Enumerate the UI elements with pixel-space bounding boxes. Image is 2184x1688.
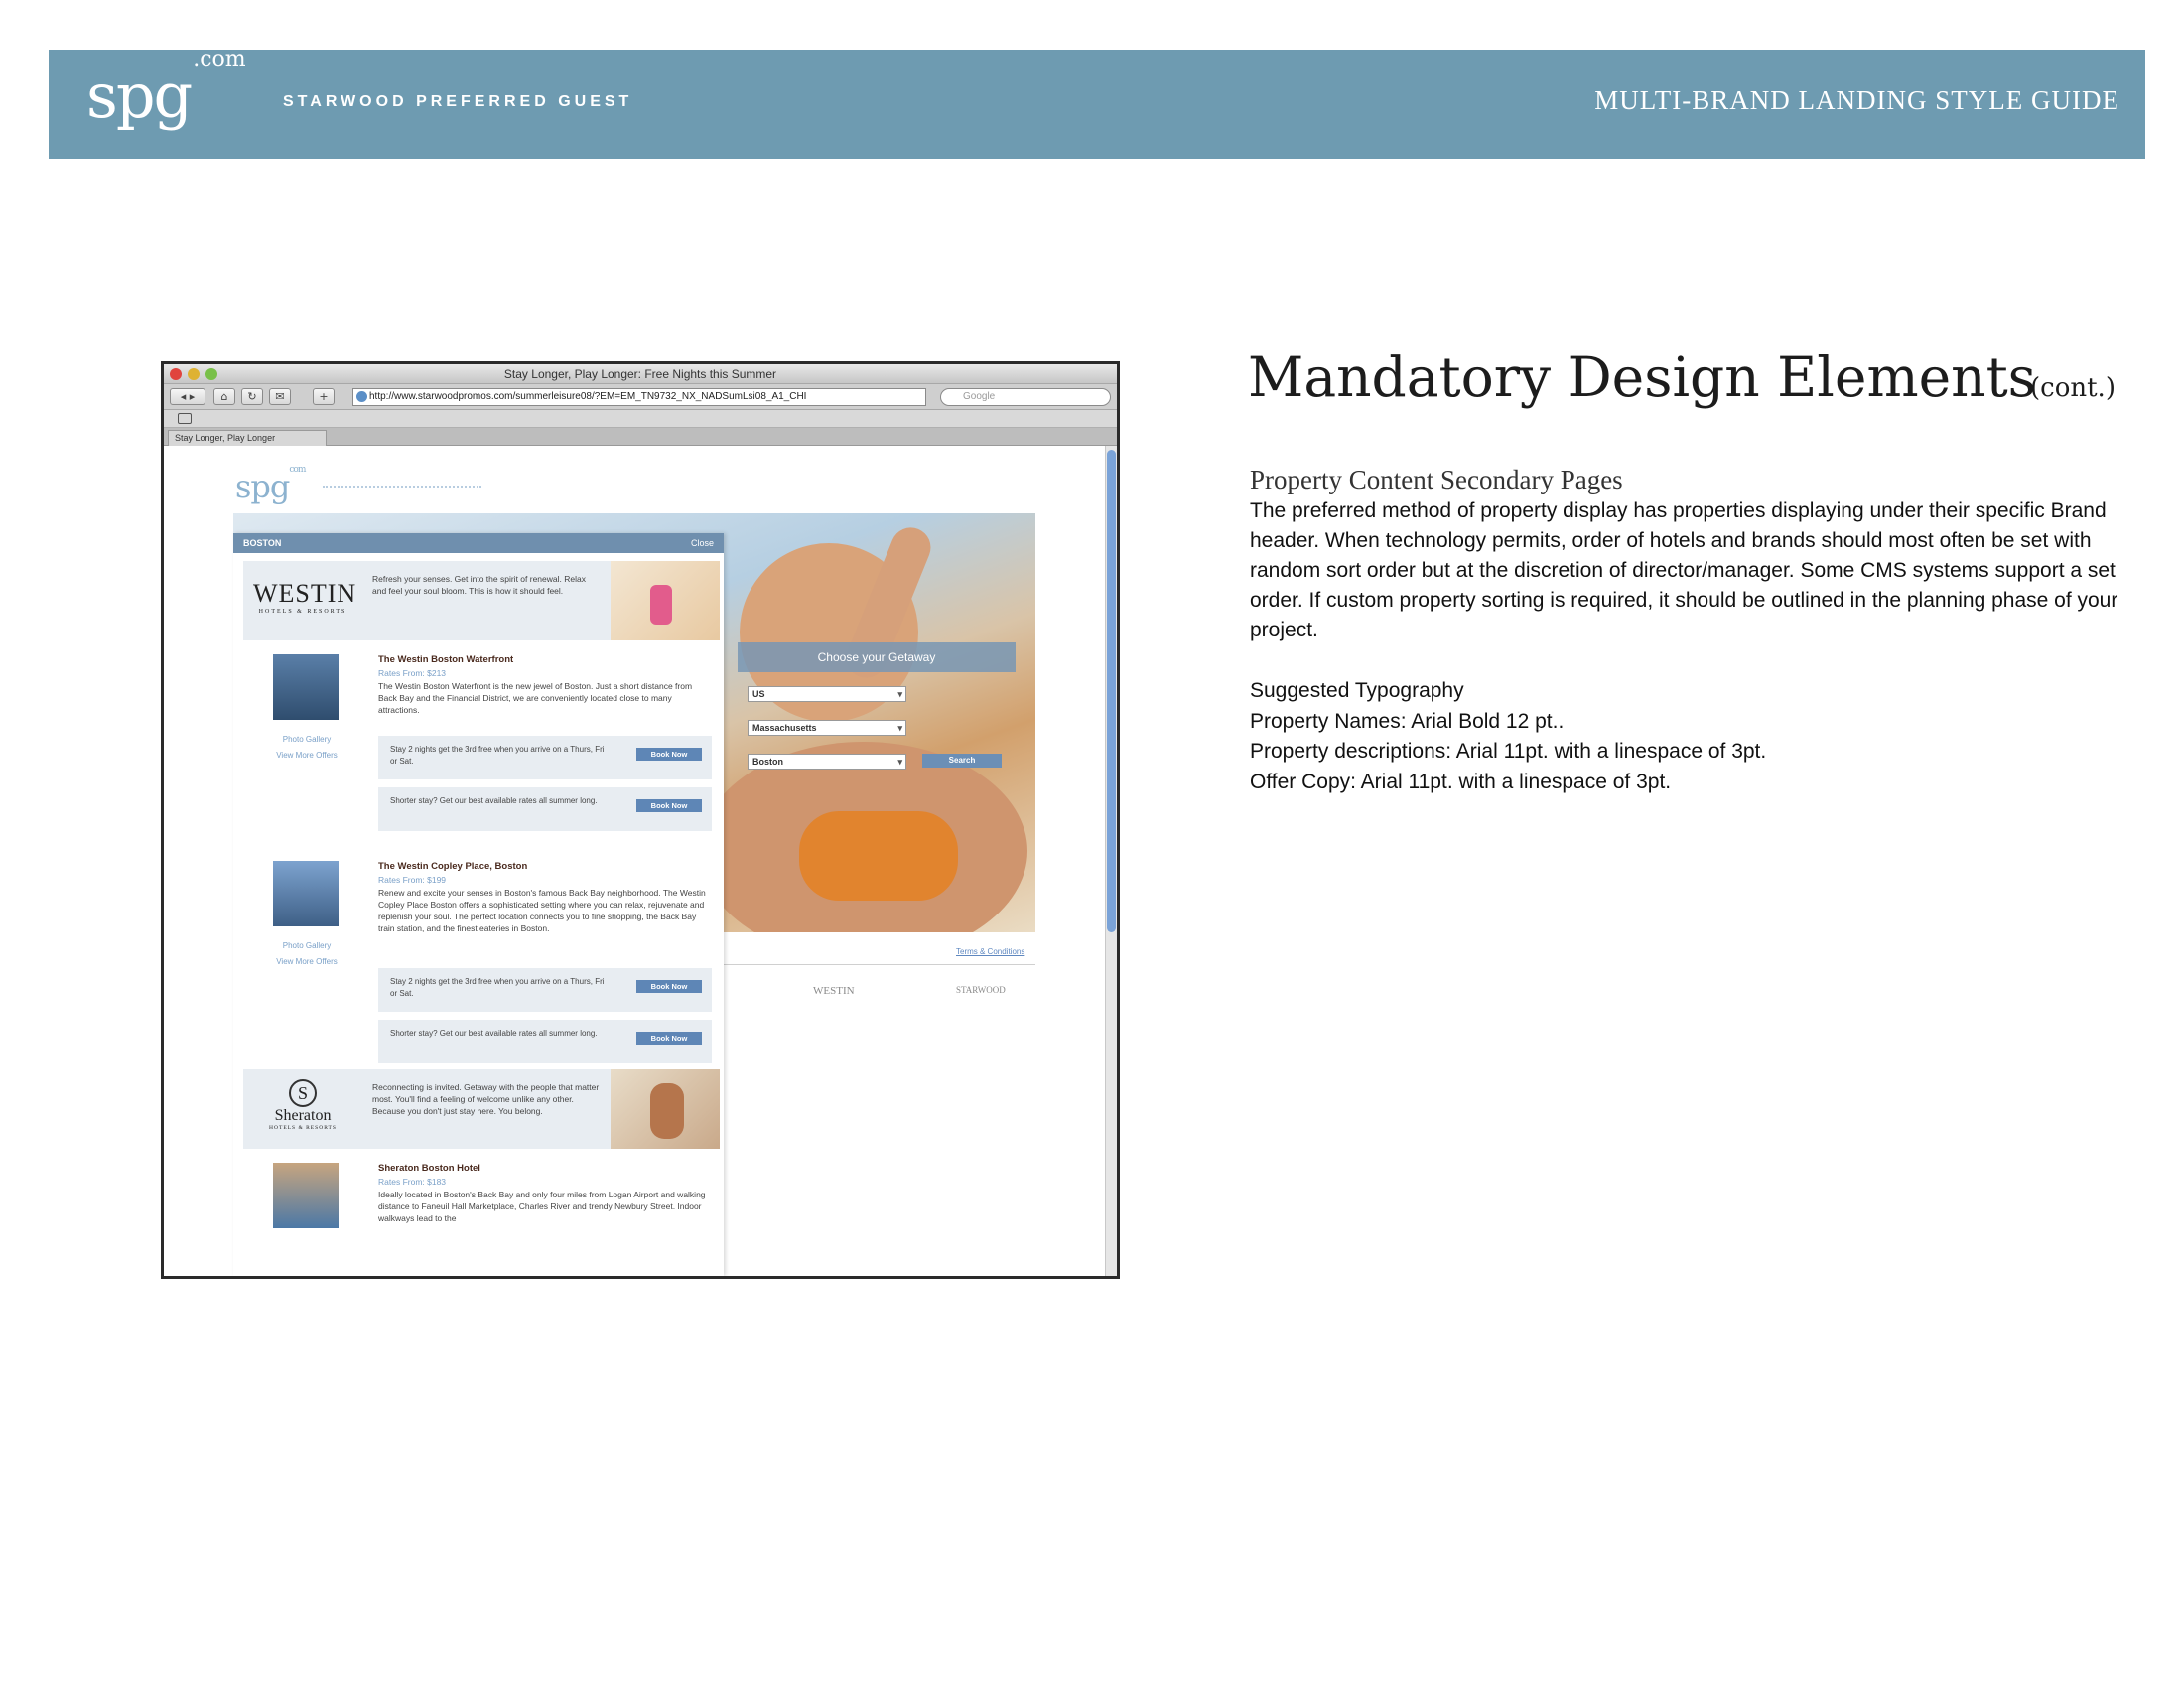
- westin-logo: [253, 579, 357, 615]
- header-banner: [49, 47, 2145, 159]
- page-title-suffix: (cont.): [2030, 373, 2116, 403]
- window-title: Stay Longer, Play Longer: Free Nights this Summer: [503, 367, 777, 381]
- section-body: The preferred method of property display has properties displaying under their specific Brand header. When technology permits, order of hotels and brands should most often be set with random sort order but at the discretion of director/manager. Some CMS systems support a set order. If custom property sorting is required, it should be outlined in the planning phase of your project.: [1250, 499, 2118, 641]
- logo-text: spg: [86, 60, 192, 132]
- browser-tab[interactable]: Stay Longer, Play Longer: [168, 430, 327, 446]
- sheraton-logo-text: Sheraton: [274, 1107, 332, 1124]
- offer-text: Stay 2 nights get the 3rd free when you arrive on a Thurs, Fri or Sat.: [390, 977, 605, 998]
- hero-person-shorts: [799, 811, 958, 901]
- page-logo-text: spg: [235, 468, 290, 505]
- typography-title: Suggested Typography: [1250, 679, 1464, 702]
- globe-icon: [356, 391, 367, 402]
- offer-box: [378, 968, 712, 1012]
- beach-chair-icon: [650, 585, 672, 625]
- url-text: http://www.starwoodpromos.com/summerleisure08/?EM=EM_TN9732_NX_NADSumLsi08_A1_CHI: [369, 391, 807, 402]
- typography-block: [1250, 676, 2123, 797]
- family-photo-icon: [650, 1083, 684, 1139]
- more-offers-link[interactable]: View More Offers: [276, 957, 338, 966]
- getaway-form: [738, 642, 1016, 811]
- browser-search-input[interactable]: Google: [940, 388, 1111, 406]
- property-name[interactable]: The Westin Copley Place, Boston: [378, 861, 528, 872]
- property-rate: Rates From: $213: [378, 668, 447, 678]
- country-select[interactable]: US ▾: [748, 686, 906, 702]
- page-viewport: [164, 446, 1117, 1276]
- book-now-button[interactable]: Book Now: [636, 748, 702, 761]
- panel-title: BOSTON: [243, 538, 282, 548]
- photo-gallery-link[interactable]: Photo Gallery: [282, 735, 332, 744]
- browser-screenshot: [161, 361, 1120, 1279]
- book-now-button[interactable]: Book Now: [636, 980, 702, 993]
- panel-close-button[interactable]: Close: [690, 538, 714, 548]
- sheraton-logo: [253, 1079, 352, 1131]
- property-links: [261, 732, 352, 764]
- reload-icon[interactable]: ↻: [241, 388, 263, 405]
- property-name[interactable]: The Westin Boston Waterfront: [378, 654, 514, 665]
- offer-box: [378, 1020, 712, 1063]
- footer-brand-starwood[interactable]: STARWOOD: [956, 985, 1006, 995]
- sheraton-logo-sub: HOTELS & RESORTS: [269, 1125, 337, 1131]
- page-scrollbar[interactable]: [1105, 446, 1117, 1276]
- back-forward-icon[interactable]: ◂ ▸: [170, 388, 205, 405]
- window-titlebar: [164, 364, 1117, 384]
- footer-brand-strip: [720, 964, 1035, 1024]
- brand-header-sheraton: [243, 1069, 720, 1149]
- offer-text: Shorter stay? Get our best available rates all summer long.: [390, 1029, 598, 1038]
- state-select[interactable]: Massachusetts ▾: [748, 720, 906, 736]
- getaway-title: Choose your Getaway: [738, 642, 1016, 672]
- property-name[interactable]: Sheraton Boston Hotel: [378, 1163, 480, 1174]
- book-now-button[interactable]: Book Now: [636, 1032, 702, 1045]
- westin-logo-sub: HOTELS & RESORTS: [258, 609, 347, 615]
- brand-name: STARWOOD PREFERRED GUEST: [283, 93, 633, 110]
- panel-header: [233, 533, 724, 553]
- property-thumbnail[interactable]: [273, 1163, 339, 1228]
- footer-brand-westin[interactable]: WESTIN: [813, 985, 855, 997]
- city-select[interactable]: Boston ▾: [748, 754, 906, 770]
- sheraton-emblem-icon: S: [289, 1079, 317, 1107]
- offer-box: [378, 787, 712, 831]
- mail-icon[interactable]: ✉: [269, 388, 291, 405]
- scrollbar-thumb[interactable]: [1107, 450, 1116, 932]
- sheraton-description: Reconnecting is invited. Getaway with the people that matter most. You'll find a feeling of welcome unlike any other. Because you don't just stay here. You belong.: [372, 1082, 600, 1116]
- property-description: The Westin Boston Waterfront is the new jewel of Boston. Just a short distance from Back Bay and the Financial District, we are conveniently located close to many attractions.: [378, 681, 693, 715]
- guide-title: MULTI-BRAND LANDING STYLE GUIDE: [1594, 85, 2119, 115]
- westin-brand-photo: [611, 561, 720, 640]
- home-icon[interactable]: ⌂: [213, 388, 235, 405]
- page-spg-logo[interactable]: [235, 465, 306, 505]
- spg-logo: [86, 47, 246, 132]
- page-logo-suffix: com: [289, 465, 306, 476]
- westin-description: Refresh your senses. Get into the spirit of renewal. Relax and feel your soul bloom. This is how it should feel.: [372, 574, 586, 596]
- photo-gallery-link[interactable]: Photo Gallery: [282, 941, 332, 950]
- page-tagline-rule: [323, 486, 481, 489]
- terms-link[interactable]: Terms & Conditions: [956, 947, 1025, 956]
- property-links: [261, 938, 352, 970]
- tab-bar: [164, 428, 1117, 446]
- boston-properties-panel: [233, 533, 724, 1276]
- typography-line: Property Names: Arial Bold 12 pt..: [1250, 709, 1565, 733]
- book-now-button[interactable]: Book Now: [636, 799, 702, 812]
- add-bookmark-icon[interactable]: +: [313, 388, 335, 405]
- section-subheading: Property Content Secondary Pages: [1250, 465, 1623, 494]
- property-thumbnail[interactable]: [273, 654, 339, 720]
- westin-logo-text: WESTIN: [253, 579, 357, 608]
- property-rate: Rates From: $199: [378, 875, 447, 885]
- logo-suffix: .com: [193, 47, 246, 72]
- offer-text: Shorter stay? Get our best available rates all summer long.: [390, 796, 598, 805]
- getaway-search-button[interactable]: Search: [922, 754, 1002, 768]
- typography-line: Offer Copy: Arial 11pt. with a linespace of 3pt.: [1250, 770, 1672, 793]
- url-input[interactable]: [352, 388, 926, 406]
- typography-line: Property descriptions: Arial 11pt. with a linespace of 3pt.: [1250, 740, 1767, 763]
- more-offers-link[interactable]: View More Offers: [276, 751, 338, 760]
- sheraton-brand-photo: [611, 1069, 720, 1149]
- property-thumbnail[interactable]: [273, 861, 339, 926]
- page-title: Mandatory Design Elements: [1248, 346, 2036, 409]
- bookmarks-book-icon[interactable]: [178, 413, 192, 424]
- browser-toolbar: [164, 384, 1117, 410]
- property-description: Renew and excite your senses in Boston's famous Back Bay neighborhood. The Westin Copley Place Boston offers a sophisticated setting where you can relax, rejuvenate and replenish your soul. The perfect location connects you to fine shopping, the Back Bay train station, and the finest eateries in Boston.: [378, 888, 706, 933]
- property-description: Ideally located in Boston's Back Bay and only four miles from Logan Airport and walking distance to Faneuil Hall Marketplace, Charles River and trendy Newbury Street. Indoor walkways lead to the: [378, 1190, 706, 1223]
- offer-box: [378, 736, 712, 779]
- brand-header-westin: [243, 561, 720, 640]
- bookmarks-bar: [164, 410, 1117, 428]
- property-rate: Rates From: $183: [378, 1177, 447, 1187]
- offer-text: Stay 2 nights get the 3rd free when you arrive on a Thurs, Fri or Sat.: [390, 745, 605, 766]
